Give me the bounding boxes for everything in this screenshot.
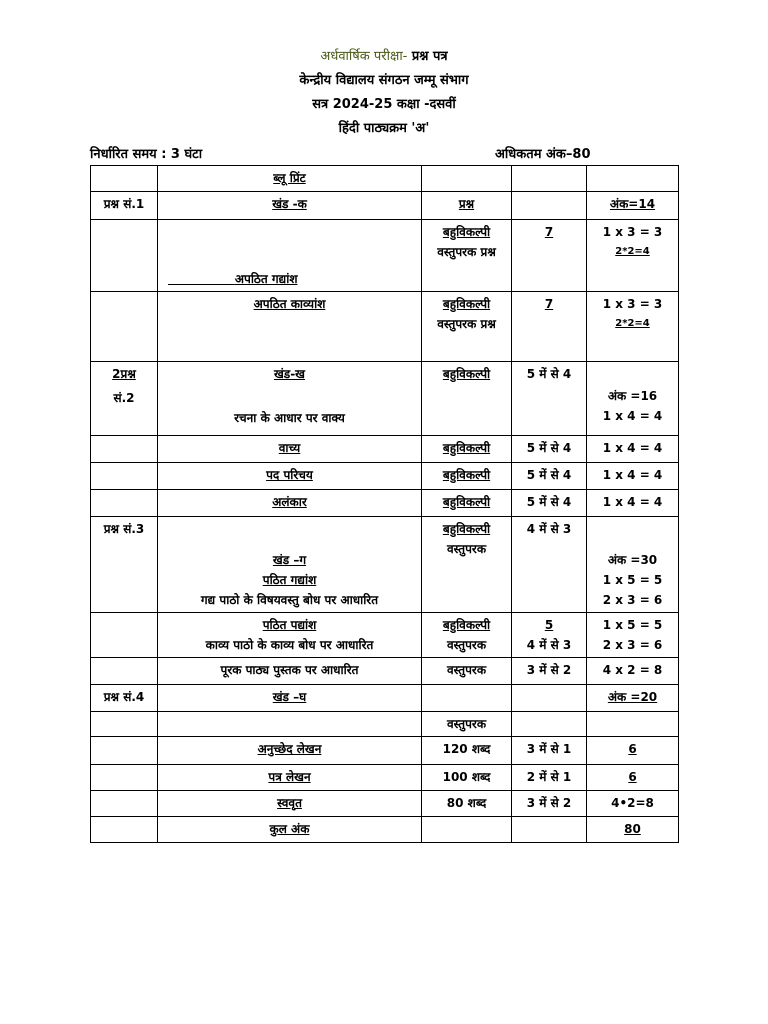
topic: स्ववृत [158, 791, 422, 817]
total-marks: 80 [587, 817, 679, 843]
word-limit: 120 शब्द [422, 737, 512, 765]
paper-label: प्रश्न पत्र [411, 49, 448, 64]
question-type: बहुविकल्पी [422, 463, 512, 490]
table-row [91, 463, 679, 490]
table-row [91, 658, 679, 685]
marks: अंक =16 1 x 4 = 4 [587, 362, 679, 436]
table-row [91, 765, 679, 791]
question-type: बहुविकल्पी [422, 362, 512, 436]
topic: पत्र लेखन [158, 765, 422, 791]
question-no: 2प्रश्न सं.2 [91, 362, 158, 436]
header-line-1 [0, 46, 768, 64]
course-title: हिंदी पाठ्यक्रम 'अ' [338, 121, 430, 136]
question-type: बहुविकल्पी वस्तुपरक प्रश्न [422, 220, 512, 292]
question-no: प्रश्न सं.4 [91, 685, 158, 712]
table-row [91, 712, 679, 737]
topic: पूरक पाठ्य पुस्तक पर आधारित [158, 658, 422, 685]
marks: 1 x 4 = 4 [587, 490, 679, 517]
question-count: 4 में से 3 [512, 517, 587, 613]
table-row [91, 292, 679, 362]
marks: अंक =30 1 x 5 = 5 2 x 3 = 6 [587, 517, 679, 613]
topic: वाच्य [158, 436, 422, 463]
question-type: बहुविकल्पी [422, 436, 512, 463]
question-count: 5 में से 4 [512, 463, 587, 490]
exam-type: अर्धवार्षिक परीक्षा- [320, 49, 408, 64]
marks: 4 x 2 = 8 [587, 658, 679, 685]
question-type: प्रश्न [422, 192, 512, 220]
marks: 1 x 4 = 4 [587, 436, 679, 463]
table-row [91, 817, 679, 843]
question-count: 5 में से 4 [512, 490, 587, 517]
organization: केन्द्रीय विद्यालय संगठन जम्मू संभाग [299, 73, 469, 88]
table-row [91, 192, 679, 220]
table-row [91, 166, 679, 192]
table-row [91, 737, 679, 765]
question-type: बहुविकल्पी वस्तुपरक [422, 613, 512, 658]
max-marks: अधिकतम अंक–80 [495, 147, 591, 162]
table-row [91, 791, 679, 817]
question-count: 3 में से 1 [512, 737, 587, 765]
word-limit: 80 शब्द [422, 791, 512, 817]
table-row [91, 436, 679, 463]
question-count: 5 में से 4 [512, 436, 587, 463]
table-row [91, 517, 679, 613]
topic: अलंकार [158, 490, 422, 517]
marks: 1 x 5 = 5 2 x 3 = 6 [587, 613, 679, 658]
question-count: 5 में से 4 [512, 362, 587, 436]
table-row [91, 685, 679, 712]
topic: पद परिचय [158, 463, 422, 490]
topic: पठित पद्यांश काव्य पाठो के काव्य बोध पर आधारित [158, 613, 422, 658]
blueprint-table [90, 165, 679, 843]
marks: 1 x 3 = 3 2*2=4 [587, 220, 679, 292]
time-allowed: निर्धारित समय : 3 घंटा [90, 147, 203, 162]
question-type: बहुविकल्पी [422, 490, 512, 517]
question-no: प्रश्न सं.1 [91, 192, 158, 220]
topic: अपठित काव्यांश [158, 292, 422, 362]
marks: 6 [587, 737, 679, 765]
question-count: 7 [512, 292, 587, 362]
total-label: कुल अंक [158, 817, 422, 843]
topic: अनुच्छेद लेखन [158, 737, 422, 765]
question-count: 2 में से 1 [512, 765, 587, 791]
word-limit: 100 शब्द [422, 765, 512, 791]
session-class: सत्र 2024-25 कक्षा -दसवीं [312, 97, 456, 112]
marks: 1 x 4 = 4 [587, 463, 679, 490]
table-row [91, 220, 679, 292]
question-count: 7 [512, 220, 587, 292]
topic: खंड –ग पठित गद्यांश गद्य पाठो के विषयवस्तु बोध पर आधारित [158, 517, 422, 613]
marks: 1 x 3 = 3 2*2=4 [587, 292, 679, 362]
question-type: वस्तुपरक [422, 658, 512, 685]
marks: अंक=14 [587, 192, 679, 220]
question-type: बहुविकल्पी वस्तुपरक [422, 517, 512, 613]
question-count: 3 में से 2 [512, 791, 587, 817]
question-count: 5 4 में से 3 [512, 613, 587, 658]
table-row [91, 613, 679, 658]
blueprint-title: ब्लू प्रिंट [158, 166, 422, 192]
question-no: प्रश्न सं.3 [91, 517, 158, 613]
marks: 6 [587, 765, 679, 791]
table-row [91, 362, 679, 436]
topic: खंड-ख रचना के आधार पर वाक्य [158, 362, 422, 436]
marks: 4•2=8 [587, 791, 679, 817]
question-count: 3 में से 2 [512, 658, 587, 685]
question-type: बहुविकल्पी वस्तुपरक प्रश्न [422, 292, 512, 362]
table-row [91, 490, 679, 517]
section: खंड –घ [158, 685, 422, 712]
topic: अपठित गद्यांश [158, 220, 422, 292]
question-type: वस्तुपरक [422, 712, 512, 737]
section: खंड -क [158, 192, 422, 220]
marks: अंक =20 [587, 685, 679, 712]
